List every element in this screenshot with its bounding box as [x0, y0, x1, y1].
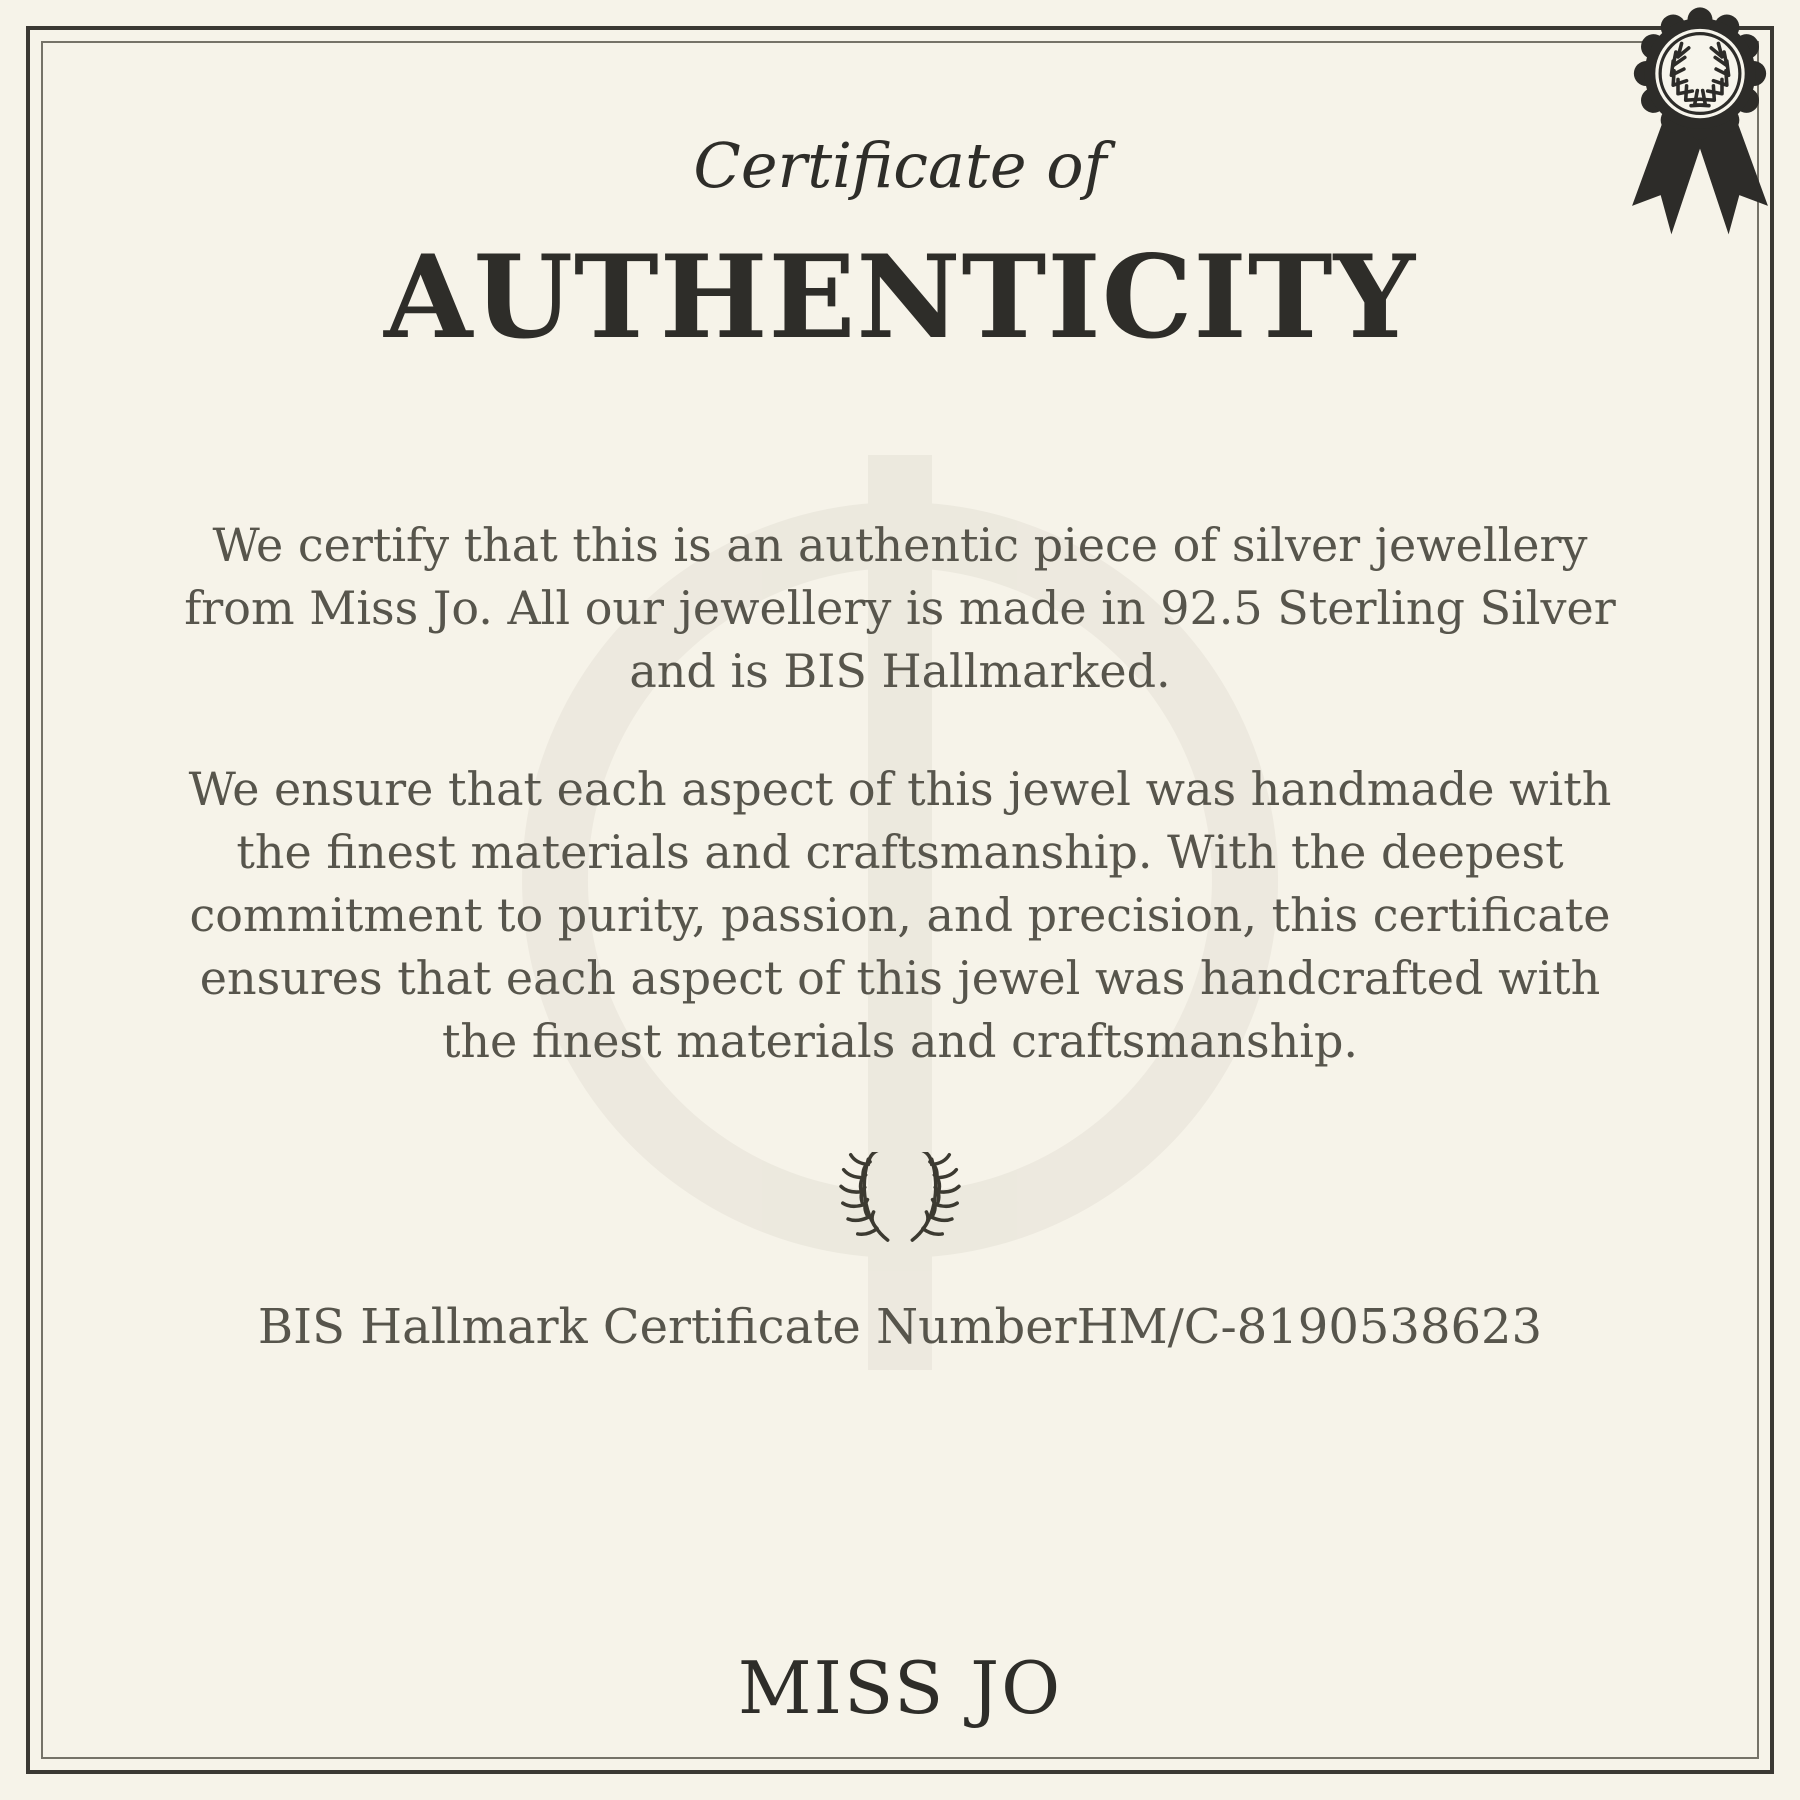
certification-paragraph: [0, 514, 1800, 703]
certificate-kicker: Certificate of: [693, 129, 1107, 202]
page-title: AUTHENTICITY: [384, 230, 1416, 364]
paragraph-line: We ensure that each aspect of this jewel was handmade with: [188, 762, 1612, 816]
paragraph-line: We certify that this is an authentic piece of silver jewellery: [212, 518, 1588, 572]
craftsmanship-paragraph: [0, 758, 1800, 1073]
paragraph-line: commitment to purity, passion, and precision, this certificate: [189, 888, 1611, 942]
paragraph-line: and is BIS Hallmarked.: [629, 644, 1171, 698]
paragraph-line: ensures that each aspect of this jewel was handcrafted with: [199, 951, 1601, 1005]
paragraph-line: from Miss Jo. All our jewellery is made in 92.5 Sterling Silver: [184, 581, 1616, 635]
award-ribbon-icon: [1610, 2, 1790, 238]
laurel-divider-icon: [812, 1152, 988, 1249]
brand-name: MISS JO: [737, 1646, 1063, 1730]
paragraph-line: the finest materials and craftsmanship. With the deepest: [236, 825, 1564, 879]
paragraph-line: the finest materials and craftsmanship.: [441, 1014, 1359, 1068]
hallmark-certificate-number: BIS Hallmark Certificate NumberHM/C-8190538623: [257, 1299, 1543, 1355]
